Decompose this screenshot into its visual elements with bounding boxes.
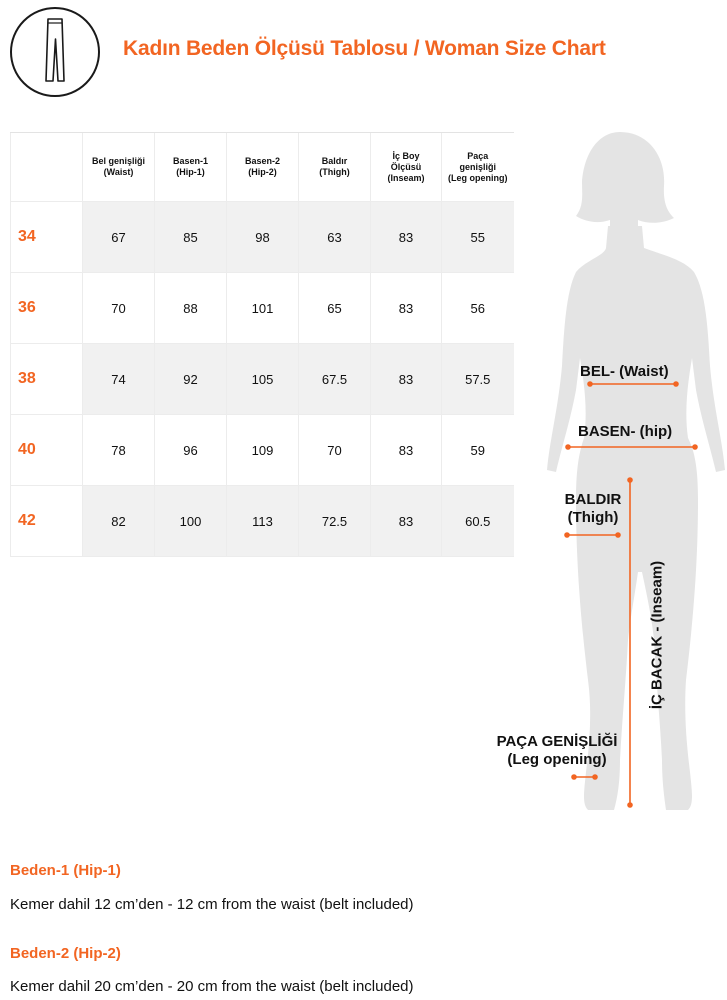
- thigh-cell: 72.5: [299, 486, 371, 557]
- table-row: [11, 344, 514, 415]
- waist-cell: 74: [83, 344, 155, 415]
- leg-opening-cell: 55: [442, 202, 514, 273]
- hip-1-cell: 100: [155, 486, 227, 557]
- hip-label: BASEN- (hip): [578, 423, 673, 440]
- note-text-hip-1: Kemer dahil 12 cm’den - 12 cm from the waist (belt included): [10, 896, 414, 913]
- column-header-thigh: Baldır (Thigh): [299, 133, 371, 202]
- page-title: Kadın Beden Ölçüsü Tablosu / Woman Size Chart: [123, 37, 606, 60]
- silhouette-shape: [547, 132, 725, 810]
- inseam-cell: 83: [371, 415, 442, 486]
- size-cell: 42: [11, 486, 83, 557]
- size-cell: 40: [11, 415, 83, 486]
- table-corner-cell: [11, 133, 83, 202]
- waist-cell: 70: [83, 273, 155, 344]
- note-heading-hip-1: Beden-1 (Hip-1): [10, 862, 121, 879]
- waist-cell: 67: [83, 202, 155, 273]
- hip-1-cell: 92: [155, 344, 227, 415]
- thigh-cell: 70: [299, 415, 371, 486]
- hip-2-cell: 109: [227, 415, 299, 486]
- inseam-cell: 83: [371, 344, 442, 415]
- hip-2-cell: 101: [227, 273, 299, 344]
- table-header-row: [11, 133, 514, 202]
- inseam-cell: 83: [371, 486, 442, 557]
- note-heading-hip-2: Beden-2 (Hip-2): [10, 945, 121, 962]
- leg-opening-cell: 59: [442, 415, 514, 486]
- column-header-hip-1: Basen-1 (Hip-1): [155, 133, 227, 202]
- inseam-cell: 83: [371, 273, 442, 344]
- hip-2-cell: 113: [227, 486, 299, 557]
- leg-opening-cell: 57.5: [442, 344, 514, 415]
- size-cell: 36: [11, 273, 83, 344]
- table-row: [11, 415, 514, 486]
- waist-cell: 78: [83, 415, 155, 486]
- hip-2-cell: 105: [227, 344, 299, 415]
- waist-label: BEL- (Waist): [580, 363, 669, 380]
- size-table: [10, 132, 514, 557]
- body-silhouette: [470, 120, 727, 840]
- hip-1-cell: 96: [155, 415, 227, 486]
- table-row: [11, 486, 514, 557]
- thigh-label: BALDIR (Thigh): [564, 491, 622, 526]
- column-header-waist: Bel genişliği (Waist): [83, 133, 155, 202]
- column-header-inseam: İç Boy Ölçüsü (Inseam): [371, 133, 442, 202]
- leg-opening-cell: 56: [442, 273, 514, 344]
- hip-1-cell: 88: [155, 273, 227, 344]
- table-row: [11, 202, 514, 273]
- size-cell: 38: [11, 344, 83, 415]
- inseam-label: İÇ BACAK - (Inseam): [648, 560, 666, 710]
- note-text-hip-2: Kemer dahil 20 cm’den - 20 cm from the waist (belt included): [10, 978, 414, 995]
- inseam-cell: 83: [371, 202, 442, 273]
- pants-icon: [10, 7, 100, 97]
- hip-1-cell: 85: [155, 202, 227, 273]
- hip-2-cell: 98: [227, 202, 299, 273]
- column-header-leg-opening: Paça genişliği (Leg opening): [442, 133, 514, 202]
- column-header-hip-2: Basen-2 (Hip-2): [227, 133, 299, 202]
- thigh-cell: 65: [299, 273, 371, 344]
- thigh-cell: 63: [299, 202, 371, 273]
- table-row: [11, 273, 514, 344]
- leg-opening-label: PAÇA GENİŞLİĞİ (Leg opening): [496, 733, 618, 768]
- waist-cell: 82: [83, 486, 155, 557]
- thigh-cell: 67.5: [299, 344, 371, 415]
- leg-opening-cell: 60.5: [442, 486, 514, 557]
- size-cell: 34: [11, 202, 83, 273]
